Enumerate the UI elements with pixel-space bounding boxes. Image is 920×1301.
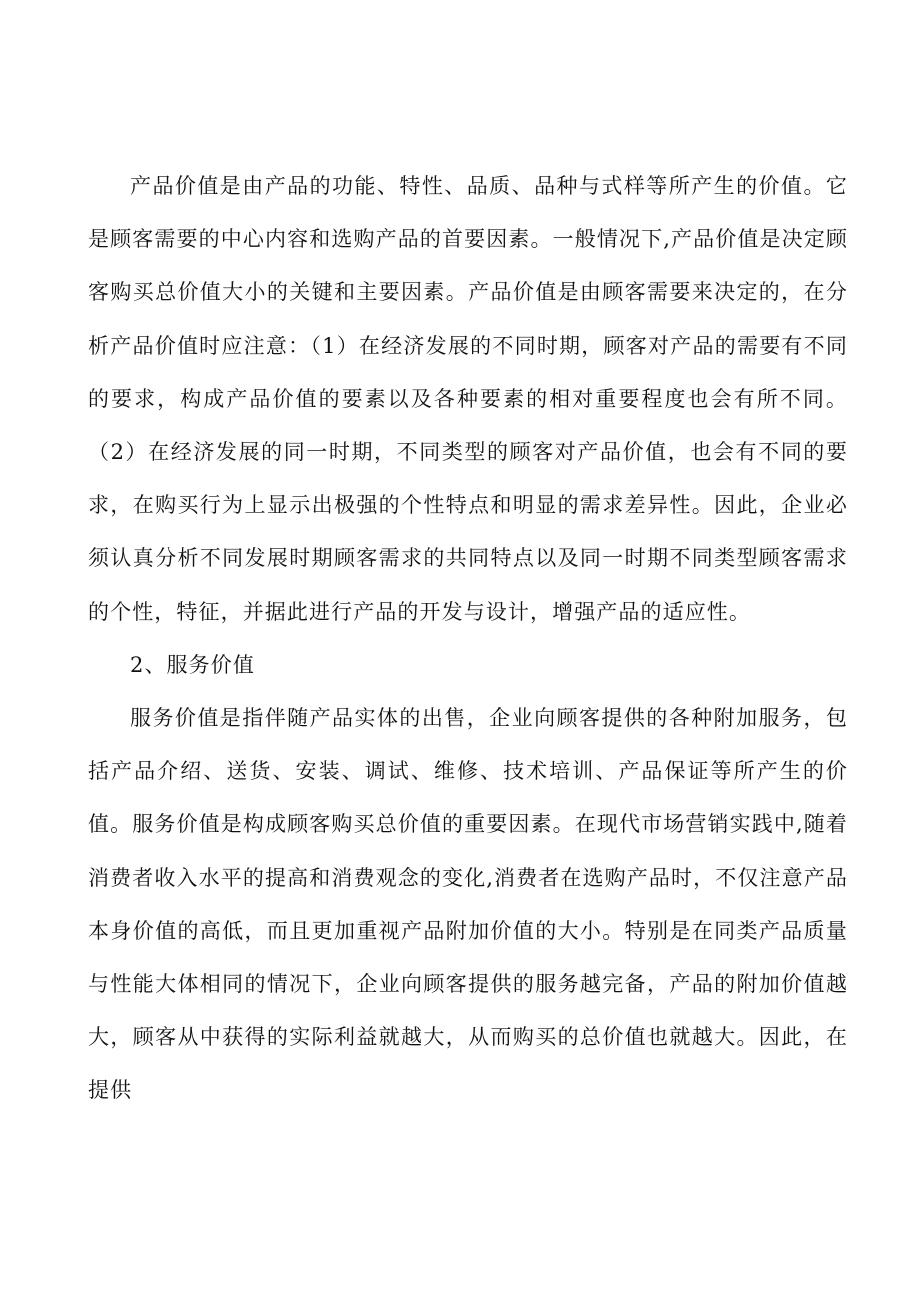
document-body	[88, 160, 848, 1118]
section-heading-service-value: 2、服务价值	[130, 652, 255, 677]
paragraph-service-value: 服务价值是指伴随产品实体的出售，企业向顾客提供的各种附加服务，包括产品介绍、送货、安装、调试、维修、技术培训、产品保证等所产生的价值。服务价值是构成顾客购买总价值的重要因素。在现代市场营销实践中,随着消费者收入水平的提高和消费观念的变化,消费者在选购产品时，不仅注意产品本身价值的高低，而且更加重视产品附加价值的大小。特别是在同类产品质量与性能大体相同的情况下，企业向顾客提供的服务越完备，产品的附加价值越大，顾客从中获得的实际利益就越大，从而购买的总价值也就越大。因此，在提供	[88, 706, 848, 1103]
paragraph-product-value: 产品价值是由产品的功能、特性、品质、品种与式样等所产生的价值。它是顾客需要的中心内容和选购产品的首要因素。一般情况下,产品价值是决定顾客购买总价值大小的关键和主要因素。产品价值是由顾客需要来决定的，在分析产品价值时应注意：（1）在经济发展的不同时期，顾客对产品的需要有不同的要求，构成产品价值的要素以及各种要素的相对重要程度也会有所不同。（2）在经济发展的同一时期，不同类型的顾客对产品价值，也会有不同的要求，在购买行为上显示出极强的个性特点和明显的需求差异性。因此，企业必须认真分析不同发展时期顾客需求的共同特点以及同一时期不同类型顾客需求的个性，特征，并据此进行产品的开发与设计，增强产品的适应性。	[88, 174, 848, 624]
